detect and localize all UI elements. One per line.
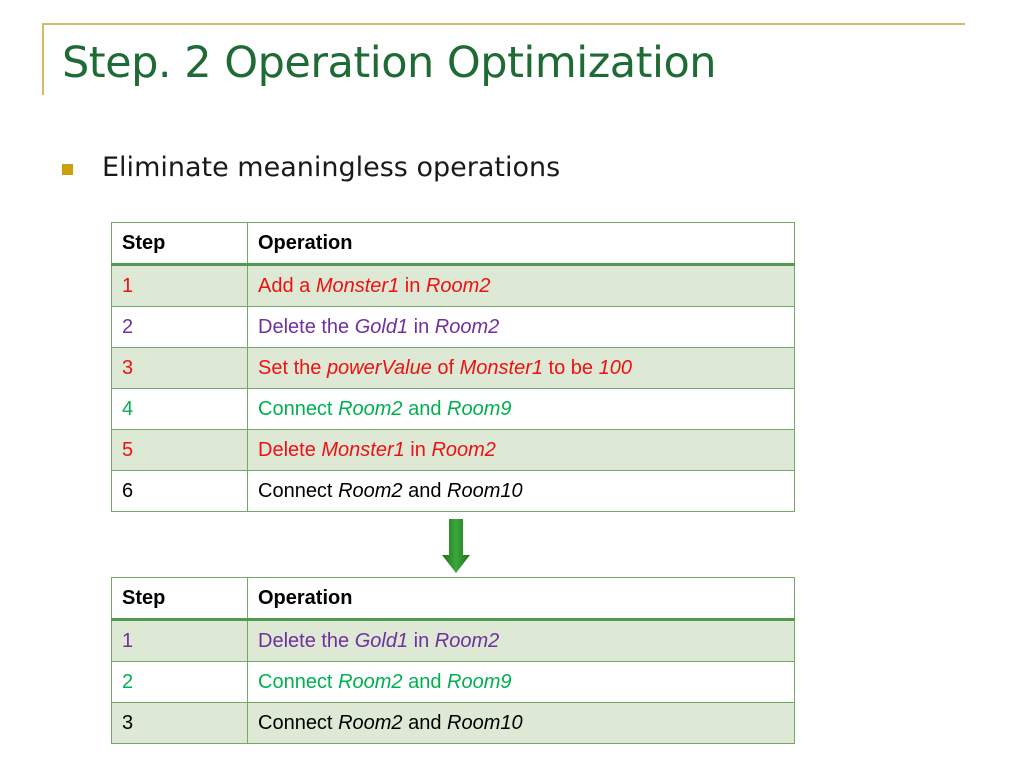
header-step: Step (112, 578, 248, 620)
operation-cell (248, 348, 795, 389)
operation-term: Room2 (434, 629, 500, 652)
operation-text: in (399, 274, 426, 297)
operation-term: Monster1 (315, 274, 400, 297)
operation-text: Delete (258, 438, 322, 461)
table-header-row (112, 223, 795, 265)
operation-text: Set the (258, 356, 327, 379)
operation-text: Add a (258, 274, 316, 297)
operation-cell (248, 389, 795, 430)
operation-cell (248, 430, 795, 471)
table-row (112, 703, 795, 744)
operation-cell (248, 471, 795, 512)
table-row (112, 307, 795, 348)
bullet-square-icon (62, 164, 73, 175)
operation-cell (248, 703, 795, 744)
operation-term: Room10 (447, 711, 523, 734)
bullet-point (62, 152, 560, 183)
down-arrow-icon (442, 519, 470, 573)
operation-text: Connect (258, 670, 339, 693)
operation-term: Room2 (338, 397, 403, 420)
step-cell: 6 (112, 471, 248, 512)
operation-text: and (402, 479, 448, 502)
step-cell: 1 (112, 620, 248, 662)
operation-text: and (402, 670, 448, 693)
operation-text: and (402, 397, 448, 420)
step-cell: 3 (112, 348, 248, 389)
table-header-row (112, 578, 795, 620)
operations-table-before (111, 222, 795, 512)
step-cell: 3 (112, 703, 248, 744)
operation-term: Room2 (338, 711, 403, 734)
frame-left-line (42, 23, 44, 95)
step-cell: 1 (112, 265, 248, 307)
operations-table-after (111, 577, 795, 744)
operation-text: of (431, 356, 460, 379)
operation-text: to be (543, 356, 599, 379)
operation-text: Connect (258, 711, 339, 734)
table-row (112, 265, 795, 307)
operation-term: Room10 (447, 479, 523, 502)
operation-term: Monster1 (459, 356, 543, 379)
bullet-text: Eliminate meaningless operations (102, 152, 561, 183)
operation-text: Connect (258, 397, 339, 420)
operation-text: in (404, 438, 432, 461)
step-cell: 2 (112, 307, 248, 348)
table-row (112, 389, 795, 430)
table-row (112, 430, 795, 471)
table-row (112, 471, 795, 512)
operation-text: in (408, 629, 435, 652)
table-row (112, 348, 795, 389)
operation-term: Room2 (425, 274, 491, 297)
step-cell: 2 (112, 662, 248, 703)
operation-cell (248, 265, 795, 307)
header-operation: Operation (248, 223, 795, 265)
operation-text: Delete the (258, 315, 355, 338)
operation-term: powerValue (326, 356, 432, 379)
table-row (112, 620, 795, 662)
operation-term: 100 (598, 356, 632, 379)
operation-term: Room2 (338, 479, 403, 502)
operation-term: Room9 (447, 397, 512, 420)
step-cell: 5 (112, 430, 248, 471)
operation-term: Gold1 (354, 629, 409, 652)
operation-term: Gold1 (354, 315, 409, 338)
operation-text: Delete the (258, 629, 355, 652)
operation-term: Room9 (447, 670, 512, 693)
operation-text: and (402, 711, 448, 734)
header-step: Step (112, 223, 248, 265)
operation-text: Connect (258, 479, 339, 502)
operation-term: Room2 (434, 315, 500, 338)
step-cell: 4 (112, 389, 248, 430)
operation-term: Monster1 (321, 438, 405, 461)
table-row (112, 662, 795, 703)
operation-cell (248, 307, 795, 348)
operation-cell (248, 662, 795, 703)
header-operation: Operation (248, 578, 795, 620)
operation-term: Room2 (338, 670, 403, 693)
operation-term: Room2 (431, 438, 496, 461)
slide-title: Step. 2 Operation Optimization (62, 38, 716, 88)
operation-cell (248, 620, 795, 662)
operation-text: in (408, 315, 435, 338)
frame-top-line (42, 23, 965, 25)
